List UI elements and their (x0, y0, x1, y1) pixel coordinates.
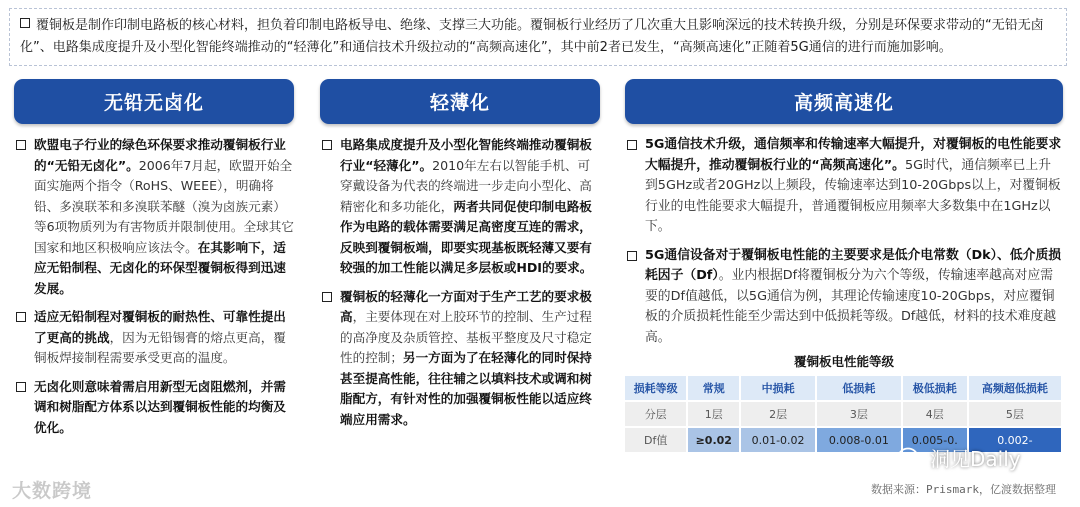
table-cell: 2层 (741, 402, 815, 426)
bullet-bold: 5G通信技术升级，通信频率和传输速率大幅提升，对覆铜板的电性能要求大幅提升，推动覆铜板行业的“高频高速化”。 (645, 137, 1062, 173)
data-source-note: 数据来源：Prismark，亿渡数据整理 (871, 483, 1056, 496)
table-cell: 极低损耗 (903, 376, 967, 400)
bullet-point (14, 307, 294, 369)
table-cell: 低损耗 (817, 376, 901, 400)
intro-text: 覆铜板是制作印制电路板的核心材料，担负着印制电路板导电、绝缘、支撑三大功能。覆铜板行业经历了几次重大且影响深远的技术转换升级，分别是环保要求带动的“无铅无卤化”、电路集成度提升及小型化智能终端推动的“轻薄化”和通信技术升级拉动的“高频高速化”，其中前2者已发生，“高频高速化”正随着5G通信的进行而施加影响。 (20, 18, 1044, 55)
bullet-bold: 无卤化则意味着需启用新型无卤阻燃剂，并需调和树脂配方体系以达到覆铜板性能的均衡及优化。 (34, 378, 286, 435)
bullet-bold: 覆铜板的轻薄化一方面对于生产工艺的要求极高 (340, 288, 592, 324)
table-title: 覆铜板电性能等级 (793, 354, 894, 369)
column-thin-light (320, 79, 600, 430)
bullet-bold: 欧盟电子行业的绿色环保要求推动覆铜板行业的“无铅无卤化”。 (34, 137, 286, 173)
bullet-square-icon (627, 251, 637, 261)
bullet-text: 。业内根据Df将覆铜板分为六个等级，传输速率越高对应需要的Df值越低，以5G通信为例，其理论传输速度10-20Gbps，对应覆铜板的介质损耗性能至少需达到中低损耗等级。Df越低，材料的技术难度越高。 (645, 268, 1057, 345)
table-cell: 损耗等级 (625, 376, 686, 400)
watermark-right (898, 443, 1021, 472)
table-cell: 中损耗 (741, 376, 815, 400)
table-row (625, 402, 1061, 426)
table-cell: 0.01-0.02 (741, 428, 815, 452)
table-cell: 分层 (625, 402, 686, 426)
bullet-point (625, 135, 1063, 238)
bullet-text: ，主要体现在对上胶环节的控制、生产过程的高净度及杂质管控、基板平整度及尺寸稳定性的控制； (340, 309, 592, 365)
bullet-square-icon (16, 382, 26, 392)
table-row (625, 376, 1061, 400)
bullet-square-icon (627, 140, 637, 150)
table-cell: 高频超低损耗 (969, 376, 1061, 400)
bullet-square-icon (322, 140, 332, 150)
bullet-bold-tail: 两者共同促使印制电路板作为电路的载体需要满足高密度互连的需求，反映到覆铜板端，即要实现基板既轻薄又要有较强的加工性能以满足多层板或HDI的要求。 (340, 198, 593, 275)
bullet-point (320, 135, 600, 279)
column-header: 高频高速化 (625, 79, 1063, 124)
bullet-text: 2010年左右以智能手机、可穿戴设备为代表的终端进一步走向小型化、高精密化和多功能化， (340, 157, 592, 214)
table-cell: 1层 (688, 402, 739, 426)
table-cell: ≥0.02 (688, 428, 739, 452)
column-header: 无铅无卤化 (14, 79, 294, 124)
column-header: 轻薄化 (320, 79, 600, 124)
bullet-square-icon (16, 140, 26, 150)
watermark-right-text: 洞见Daily (930, 447, 1021, 471)
table-cell: 常规 (688, 376, 739, 400)
bullet-bold-tail: 另一方面为了在轻薄化的同时保持甚至提高性能，往往辅之以填料技术或调和树脂配方，有针对性的加强覆铜板性能以适应终端应用需求。 (340, 350, 592, 427)
bullet-bold: 5G通信设备对于覆铜板电性能的主要要求是低介电常数（Dk）、低介质损耗因子（Df） (645, 247, 1062, 283)
bullet-text: ，因为无铅锡膏的熔点更高，覆铜板焊接制程需要承受更高的温度。 (34, 329, 286, 365)
bullet-bold-tail: 在其影响下，适应无铅制程、无卤化的环保型覆铜板得到迅速发展。 (34, 239, 286, 296)
bullet-point (320, 287, 600, 431)
watermark-left: 大数跨境 (12, 480, 93, 502)
bullet-point (625, 246, 1063, 349)
table-cell: Df值 (625, 428, 686, 452)
table-cell: 0.008-0.01 (817, 428, 901, 452)
bullet-point (14, 135, 294, 299)
bullet-point (14, 377, 294, 439)
bullet-square-icon (16, 312, 26, 322)
table-cell: 0.005-0. (903, 428, 967, 452)
bullet-bold: 电路集成度提升及小型化智能终端推动覆铜板行业“轻薄化”。 (340, 137, 592, 173)
intro-box (9, 8, 1067, 66)
bullet-bold: 适应无铅制程对覆铜板的耐热性、可靠性提出了更高的挑战 (34, 309, 286, 345)
bullet-square-icon (322, 292, 332, 302)
table-cell: 5层 (969, 402, 1061, 426)
column-lead-free (14, 79, 294, 438)
performance-grade-table (623, 374, 1063, 454)
table-cell: 3层 (817, 402, 901, 426)
column-high-frequency (625, 79, 1063, 454)
table-cell: 0.002- (969, 428, 1061, 452)
bullet-text: 5G时代，通信频率已上升到5GHz或者20GHz以上频段，传输速率达到10-20Gbps以上，对覆铜板行业的电性能要求大幅提升，普通覆铜板应用频率大多数集中在1GHz以下。 (645, 157, 1061, 234)
bullet-square-icon (20, 18, 30, 28)
table-cell: 4层 (903, 402, 967, 426)
bullet-text: 2006年7月起，欧盟开始全面实施两个指令（RoHS、WEEE），明确将铅、多溴联苯和多溴联苯醚（溴为卤族元素）等6项物质列为有害物质并限制使用。全球其它国家和地区积极响应该法令。 (34, 157, 294, 255)
wechat-icon (898, 447, 924, 469)
